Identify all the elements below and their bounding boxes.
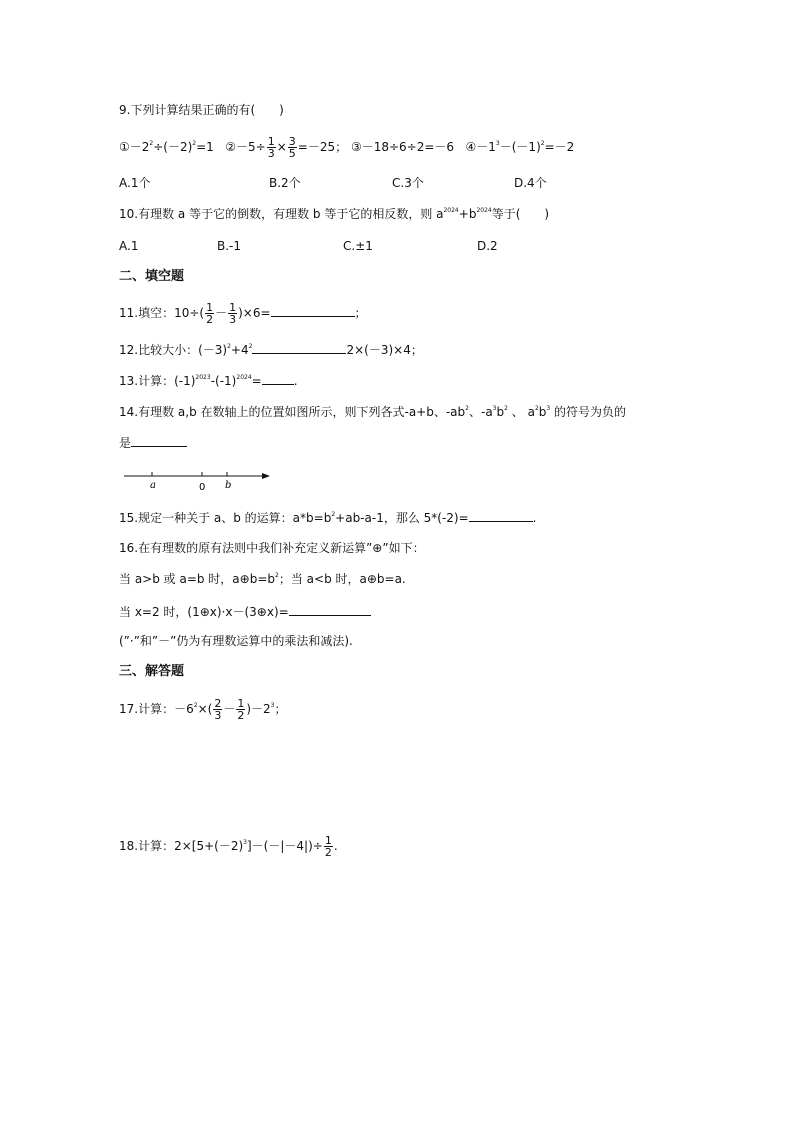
q10-option-c[interactable]: C.±1 bbox=[343, 239, 373, 253]
label-b: b bbox=[225, 480, 232, 491]
answer-blank[interactable] bbox=[271, 304, 355, 317]
q16-line2: 当 a>b 或 a=b 时，$a\oplus b=b^2$；当 a<b 时，a⊕b=a. bbox=[119, 572, 406, 586]
q16-line4: (”·”和”－”仍为有理数运算中的乘法和减法). bbox=[119, 634, 353, 648]
q18: 18.计算：$2\times[5+(-2)^3]-(-|-4|)\div$ $\frac{1}{2}$ . bbox=[119, 834, 338, 859]
q15: 15.规定一种关于 a、b 的运算：$a*b=b^2+ab-a-1$，那么 5*(-2)= . bbox=[119, 511, 537, 525]
label-a: a bbox=[150, 480, 156, 491]
q10-option-d[interactable]: D.2 bbox=[477, 239, 498, 253]
q9-item1: $①-2^2\div(-2)^2=1$ bbox=[119, 140, 214, 154]
q9-option-d[interactable]: D.4个 bbox=[514, 176, 547, 190]
q9-item3: ③－18÷6÷2=－6 bbox=[350, 140, 455, 154]
answer-blank[interactable] bbox=[252, 341, 346, 354]
fraction: $\frac{1}{3}$ bbox=[267, 135, 275, 160]
answer-blank[interactable] bbox=[262, 372, 294, 385]
q9-option-a[interactable]: A.1个 bbox=[119, 176, 151, 190]
fraction: $\frac{2}{3}$ bbox=[214, 697, 222, 722]
fraction: $\frac{3}{5}$ bbox=[288, 135, 296, 160]
q14-line1: 14.有理数 a,b 在数轴上的位置如图所示，则下列各式-a+b、$-ab^2$、$-a^3b^2$ 、 $a^2b^3$ 的符号为负的 bbox=[119, 405, 627, 419]
q10-option-a[interactable]: A.1 bbox=[119, 239, 139, 253]
section-solve-heading: 三、解答题 bbox=[119, 664, 185, 679]
number-line-arrow bbox=[262, 473, 270, 479]
q9-item2: ②－5÷ $\frac{1}{3}$ × $\frac{3}{5}$ =－25； bbox=[225, 135, 348, 160]
q9-items bbox=[119, 136, 574, 159]
answer-blank[interactable] bbox=[469, 509, 533, 522]
q9-stem: 9.下列计算结果正确的有( ) bbox=[119, 103, 284, 117]
q11: 11.填空：10÷( $\frac{1}{2}$ － $\frac{1}{3}$ )×6= ； bbox=[119, 301, 367, 326]
label-0: 0 bbox=[199, 482, 206, 493]
q14-line2: 是 bbox=[119, 434, 187, 451]
q17: 17.计算：$-6^2\times$( $\frac{2}{3}$ － $\frac{1}{2}$ )$-2^3$； bbox=[119, 697, 287, 722]
answer-blank[interactable] bbox=[289, 603, 371, 616]
q12: 12.比较大小：$(-3)^2+4^2$ 2×(－3)×4； bbox=[119, 343, 423, 357]
q9-item4: $④-1^3-(-1)^2=-2$ bbox=[465, 140, 575, 154]
section-fill-in-blank-heading: 二、填空题 bbox=[119, 269, 185, 284]
q13: 13.计算：$(-1)^{2023}-(-1)^{2024}=$ . bbox=[119, 374, 298, 388]
q16-line1: 16.在有理数的原有法则中我们补充定义新运算”⊕”如下： bbox=[119, 541, 425, 555]
q9-option-c[interactable]: C.3个 bbox=[392, 176, 424, 190]
fraction: $\frac{1}{3}$ bbox=[229, 301, 237, 326]
q10-option-b[interactable]: B.-1 bbox=[217, 239, 242, 253]
fraction: $\frac{1}{2}$ bbox=[237, 697, 245, 722]
q9-option-b[interactable]: B.2个 bbox=[269, 176, 301, 190]
number-line-figure bbox=[124, 466, 274, 494]
answer-blank[interactable] bbox=[131, 434, 187, 447]
q10-stem: 10.有理数 a 等于它的倒数，有理数 b 等于它的相反数，则 $a^{2024}+b^{2024}$等于( ) bbox=[119, 207, 550, 221]
fraction: $\frac{1}{2}$ bbox=[324, 834, 332, 859]
q16-line3: 当 x=2 时，(1⊕x)·x－(3⊕x)= bbox=[119, 603, 371, 620]
fraction: $\frac{1}{2}$ bbox=[206, 301, 214, 326]
